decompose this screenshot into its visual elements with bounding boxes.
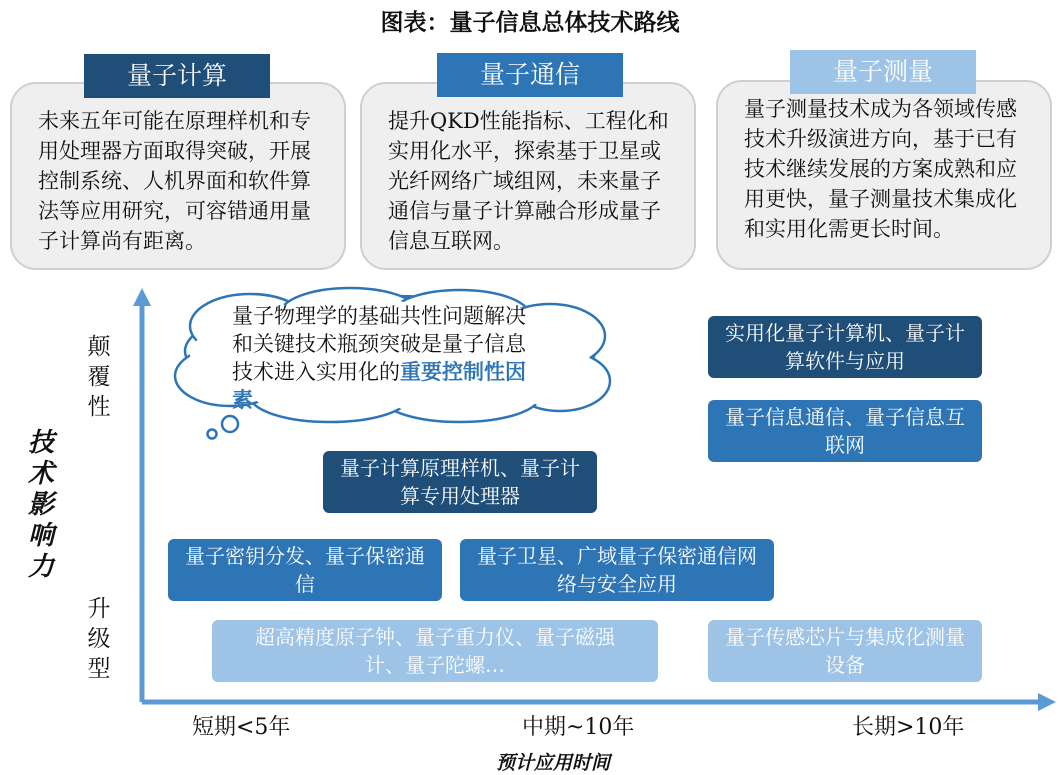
box-practical-quantum-computer: 实用化量子计算机、量子计算软件与应用 — [708, 316, 982, 378]
tag-quantum-measurement: 量子测量 — [790, 50, 976, 94]
x-axis-title: 预计应用时间 — [496, 752, 611, 774]
box-qkd: 量子密钥分发、量子保密通信 — [168, 539, 442, 601]
y-label-disruptive: 颠覆性 — [87, 334, 111, 420]
y-axis-arrow — [133, 288, 151, 306]
x-axis-arrow — [1038, 693, 1056, 711]
cloud-text-main: 量子物理学的基础共性问题解决和关键技术瓶颈突破是量子信息技术进入实用化的 — [232, 304, 526, 384]
y-axis-title: 技术影响力 — [27, 428, 54, 582]
x-tick-mid: 中期~10年 — [522, 715, 635, 740]
cloud-text-highlight: 重要控制性因素 — [232, 359, 526, 412]
card-text: 未来五年可能在原理样机和专用处理器方面取得突破，开展控制系统、人机界面和软件算法等应用研究，可容错通用量子计算尚有距离。 — [38, 109, 311, 253]
x-tick-short: 短期<5年 — [192, 715, 291, 740]
box-quantum-internet: 量子信息通信、量子信息互联网 — [708, 400, 982, 462]
tag-quantum-communication: 量子通信 — [437, 53, 623, 97]
chart-title: 图表：量子信息总体技术路线 — [380, 10, 680, 36]
tag-quantum-computing: 量子计算 — [84, 54, 270, 98]
card-text: 量子测量技术成为各领域传感技术升级演进方向，基于已有技术继续发展的方案成熟和应用更快，量子测量技术集成化和实用化需更长时间。 — [744, 97, 1017, 241]
y-label-upgrade: 升级型 — [87, 596, 111, 682]
box-quantum-prototype: 量子计算原理样机、量子计算专用处理器 — [323, 451, 597, 513]
box-sensor-chips: 量子传感芯片与集成化测量设备 — [708, 620, 982, 682]
box-precision-sensors: 超高精度原子钟、量子重力仪、量子磁强计、量子陀螺… — [212, 620, 658, 682]
card-text: 提升QKD性能指标、工程化和实用化水平，探索基于卫星或光纤网络广域组网，未来量子通信与量子计算融合形成量子信息互联网。 — [388, 109, 669, 253]
x-tick-long: 长期>10年 — [852, 715, 965, 740]
box-quantum-satellite: 量子卫星、广域量子保密通信网络与安全应用 — [460, 539, 774, 601]
